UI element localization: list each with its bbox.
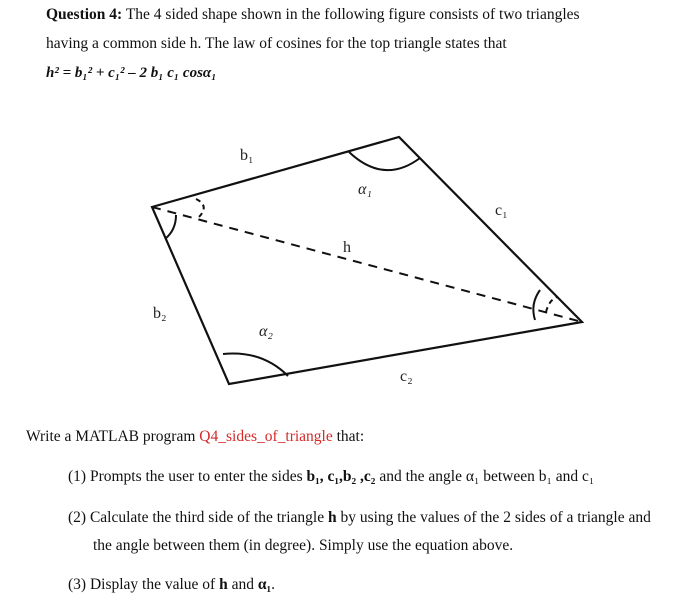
quadrilateral-outline (152, 137, 582, 384)
label-c2: c₂ (400, 368, 413, 385)
label-b1: b₁ (240, 147, 254, 164)
item3-conj: and (231, 576, 254, 593)
angle-arc-left (165, 215, 176, 239)
item1-vars: b₁, c₁,b₂ ,c₂ (306, 468, 376, 485)
angle-arc-alpha1 (349, 152, 420, 170)
angle-arc-left-dashed (196, 199, 204, 219)
task-item-3 (68, 576, 275, 594)
label-h: h (343, 239, 351, 256)
item2-suffix: by using the values of the 2 sides of a triangle and (340, 509, 651, 526)
item3-end: . (271, 576, 276, 593)
program-name: Q4_sides_of_triangle (199, 428, 333, 445)
item3-var-alpha: α₁ (257, 576, 272, 593)
item3-var-h: h (219, 576, 228, 593)
law-of-cosines-equation: h² = b₁² + c₁² – 2 b₁ c₁ cosα₁ (46, 65, 217, 81)
diagonal-h (152, 207, 582, 322)
angle-arc-right-dashed (546, 297, 557, 312)
task-intro (26, 428, 364, 446)
task-item-1 (68, 468, 594, 486)
label-c1: c₁ (495, 202, 508, 219)
item1-suffix: and the angle α₁ between b₁ and c₁ (379, 468, 595, 485)
angle-arc-right (533, 290, 540, 320)
question-text-1: The 4 sided shape shown in the following figure consists of two triangles (125, 6, 580, 23)
label-alpha2: α₂ (259, 323, 273, 340)
item1-prefix: (1) Prompts the user to enter the sides (68, 468, 303, 485)
item2-var-h: h (327, 509, 337, 526)
question-line-2: having a common side h. The law of cosines for the top triangle states that (46, 35, 507, 52)
label-alpha1: α₁ (358, 181, 372, 198)
label-b2: b₂ (153, 305, 167, 322)
task-intro-prefix: Write a MATLAB program (26, 428, 196, 445)
item2-prefix: (2) Calculate the third side of the triangle (68, 509, 325, 526)
angle-arc-alpha2 (223, 353, 288, 376)
task-item-2-line-1 (68, 509, 651, 527)
question-heading: Question 4: (46, 6, 123, 23)
task-intro-suffix: that: (336, 428, 365, 445)
task-item-2-line-2: the angle between them (in degree). Simply use the equation above. (93, 537, 514, 554)
item3-prefix: (3) Display the value of (68, 576, 216, 593)
